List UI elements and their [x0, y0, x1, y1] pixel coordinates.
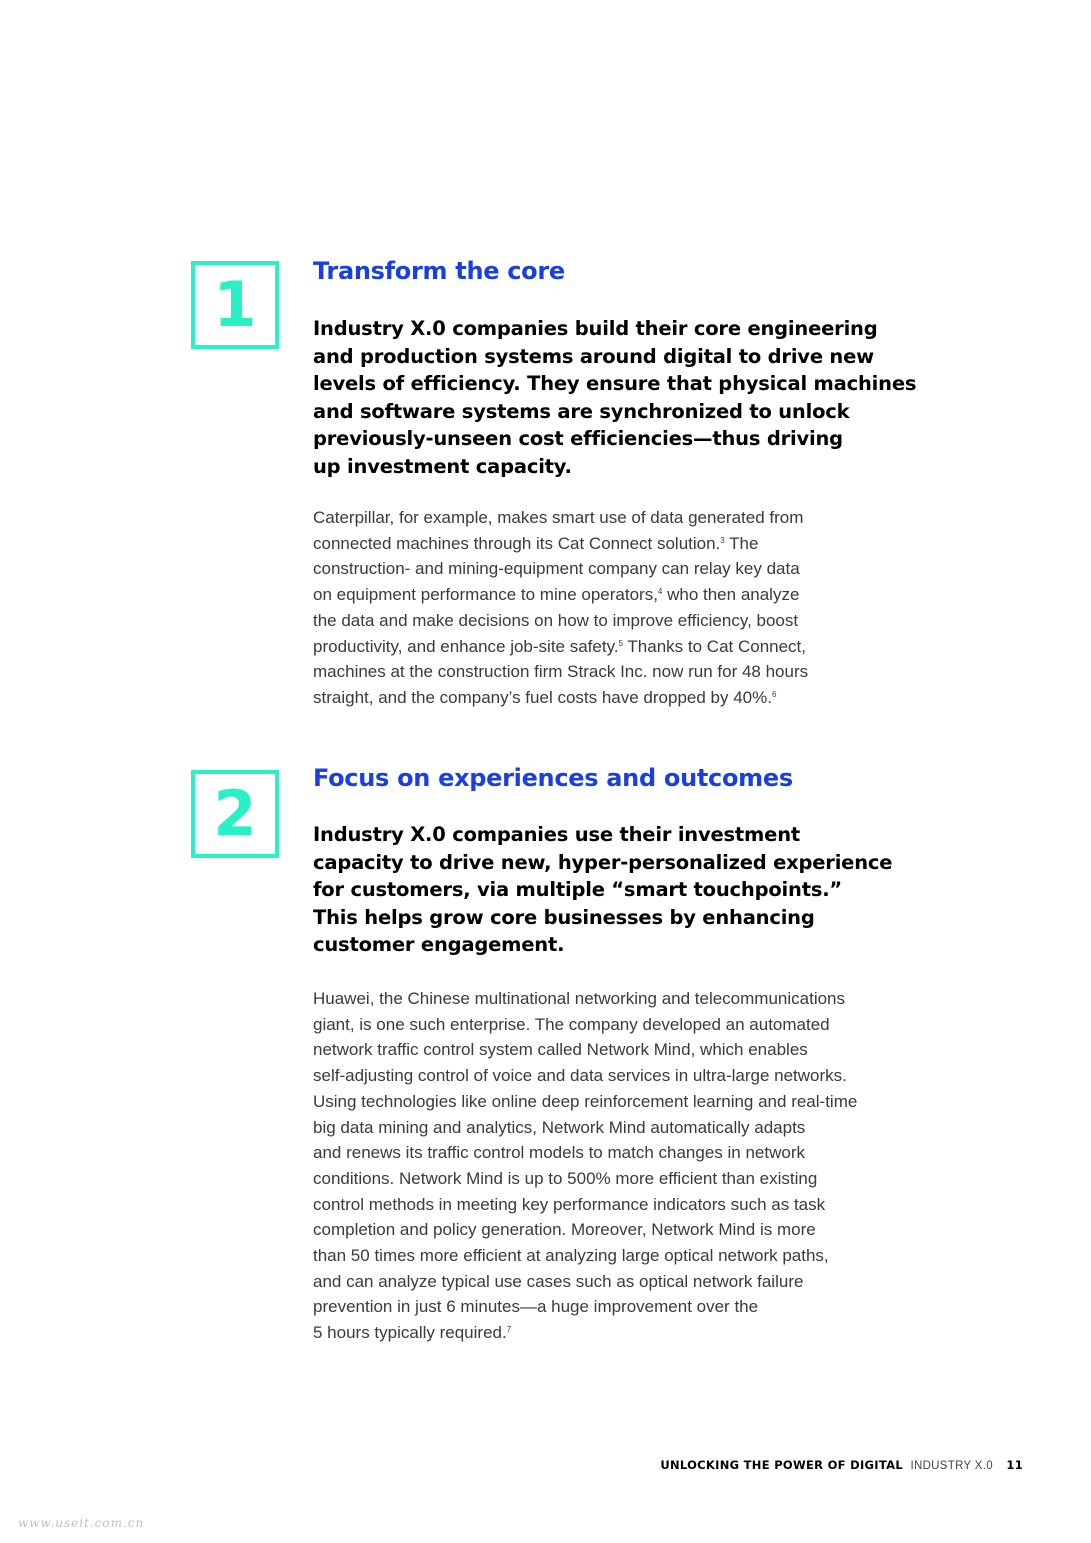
- lead-line: This helps grow core businesses by enhancing: [313, 905, 815, 929]
- lead-line: and production systems around digital to drive new: [313, 344, 874, 368]
- footnote-ref: 3: [720, 535, 725, 545]
- body-line: control methods in meeting key performance indicators such as task: [313, 1194, 826, 1214]
- section-title: Transform the core: [313, 257, 565, 285]
- footer-report-title: UNLOCKING THE POWER OF DIGITAL: [660, 1458, 903, 1472]
- lead-line: capacity to drive new, hyper-personalized experience: [313, 850, 893, 874]
- lead-line: for customers, via multiple “smart touchpoints.”: [313, 878, 843, 901]
- section-number-box: 2: [191, 770, 279, 858]
- body-line: conditions. Network Mind is up to 500% more efficient than existing: [313, 1168, 818, 1188]
- body-line: productivity, and enhance job-site safety.$^5$ Thanks to Cat Connect,: [313, 636, 807, 656]
- footnote-ref: 4: [657, 587, 663, 597]
- lead-line: Industry X.0 companies build their core engineering: [313, 317, 878, 340]
- section-title: Focus on experiences and outcomes: [313, 764, 793, 792]
- footnote-ref: 7: [506, 1325, 512, 1335]
- lead-line: customer engagement.: [313, 933, 565, 956]
- body-line: self-adjusting control of voice and data services in ultra-large networks.: [313, 1066, 847, 1086]
- footnote-ref: 6: [771, 689, 777, 699]
- lead-line: Industry X.0 companies use their investment: [313, 823, 801, 846]
- body-line: 5 hours typically required.$^7$: [313, 1323, 512, 1343]
- body-line: Caterpillar, for example, makes smart use of data generated from: [313, 508, 804, 527]
- body-line: than 50 times more efficient at analyzing large optical network paths,: [313, 1246, 829, 1266]
- body-line: the data and make decisions on how to improve efficiency, boost: [313, 610, 799, 630]
- body-line: network traffic control system called Network Mind, which enables: [313, 1040, 808, 1060]
- body-line: Using technologies like online deep reinforcement learning and real-time: [313, 1091, 858, 1111]
- body-line: straight, and the company’s fuel costs have dropped by 40%.$^6$: [313, 687, 777, 707]
- footer-subtitle: INDUSTRY X.0: [910, 1460, 993, 1472]
- body-line: giant, is one such enterprise. The company developed an automated: [313, 1014, 830, 1034]
- section-body: [313, 986, 913, 1346]
- section-number-box: 1: [191, 261, 279, 349]
- body-line: big data mining and analytics, Network Mind automatically adapts: [313, 1117, 806, 1137]
- body-line: on equipment performance to mine operators,$^4$ who then analyze: [313, 585, 800, 605]
- section-lead: [313, 315, 917, 480]
- section-body: [313, 505, 913, 711]
- body-line: machines at the construction firm Strack Inc. now run for 48 hours: [313, 662, 809, 682]
- page-number: 11: [1006, 1458, 1023, 1472]
- section-lead: [313, 821, 903, 959]
- body-line: Huawei, the Chinese multinational networking and telecommunications: [313, 989, 846, 1008]
- footnote-ref: 5: [618, 638, 623, 648]
- body-line: and can analyze typical use cases such as optical network failure: [313, 1271, 804, 1291]
- page-footer: [660, 1458, 1023, 1472]
- watermark: www.useit.com.cn: [18, 1516, 145, 1530]
- lead-line: up investment capacity.: [313, 454, 572, 478]
- body-line: prevention in just 6 minutes—a huge improvement over the: [313, 1297, 759, 1317]
- lead-line: previously-unseen cost efficiencies—thus driving: [313, 427, 843, 450]
- lead-line: levels of efficiency. They ensure that physical machines: [313, 372, 917, 395]
- lead-line: and software systems are synchronized to unlock: [313, 399, 850, 423]
- body-line: construction- and mining-equipment company can relay key data: [313, 559, 800, 579]
- body-line: connected machines through its Cat Connect solution.$^3$ The: [313, 533, 759, 553]
- body-line: completion and policy generation. Moreover, Network Mind is more: [313, 1220, 816, 1240]
- body-line: and renews its traffic control models to match changes in network: [313, 1143, 805, 1163]
